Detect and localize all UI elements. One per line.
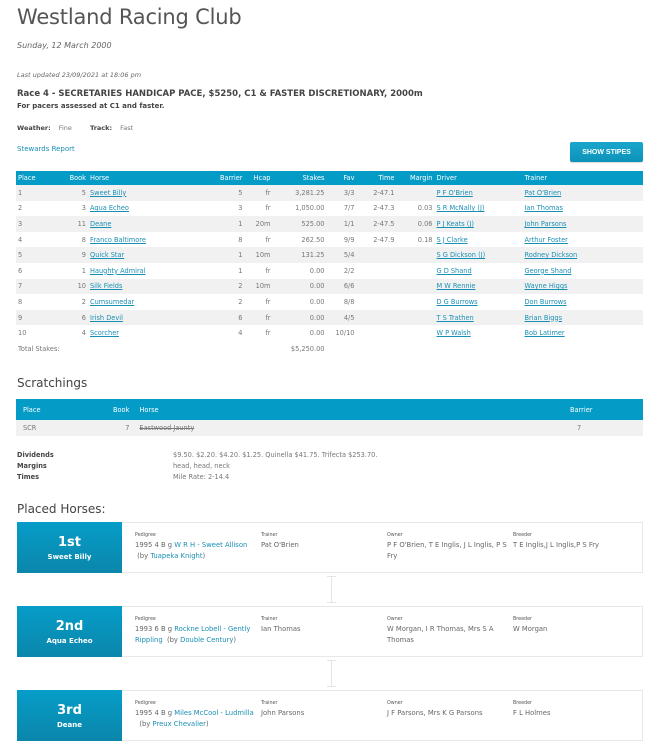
damsire-link[interactable]: Tuapeka Knight	[150, 552, 203, 560]
owner-col	[387, 607, 513, 656]
stewards-report-link[interactable]: Stewards Report	[17, 145, 75, 153]
pedigree-col	[135, 523, 261, 572]
track-label: Track:	[89, 124, 113, 132]
barrier: 8	[238, 235, 243, 244]
margin	[396, 279, 434, 295]
by-text: (by	[162, 636, 181, 644]
hcap: 10m	[244, 279, 272, 295]
pedigree-prefix: 1995 4 B g	[135, 709, 175, 717]
scratching-row	[16, 420, 643, 436]
race-title: Race 4 - SECRETARIES HANDICAP PACE, $5250, C1 & FASTER DISCRETIONARY, 2000m	[17, 89, 423, 99]
barrier: 6	[218, 310, 244, 326]
hcap: fr	[244, 185, 272, 201]
place: 9	[16, 310, 66, 326]
race-conditions	[17, 124, 149, 132]
col-book: Book	[66, 171, 88, 185]
col-barrier: Barrier	[218, 171, 244, 185]
owner-label: Owner	[387, 701, 403, 706]
book: 8	[81, 235, 86, 244]
fav: 1/1	[326, 216, 356, 232]
place-horse-name: Deane	[56, 720, 82, 729]
place: 7	[16, 279, 66, 295]
col-driver: Driver	[434, 171, 522, 185]
place-badge	[17, 522, 122, 573]
pedigree-prefix: 1995 4 B g	[135, 541, 175, 549]
damsire-link[interactable]: Preux Chevalier	[152, 720, 206, 728]
barrier: 1	[238, 266, 243, 275]
fav: 2/2	[343, 266, 355, 275]
by-close: )	[202, 552, 206, 560]
horse-link[interactable]: Franco Baltimore	[90, 235, 146, 244]
pedigree-label: Pedigree	[135, 617, 156, 622]
horse-link[interactable]: Sweet Billy	[90, 188, 127, 197]
stakes: 0.00	[272, 279, 326, 295]
col-horse: Horse	[88, 171, 218, 185]
breeder-value: W Morgan	[513, 625, 548, 633]
horse-link[interactable]: Cumsumedar	[90, 297, 135, 306]
fav: 6/6	[326, 279, 356, 295]
stakes: 262.50	[301, 235, 325, 244]
result-row	[16, 279, 643, 295]
horse-link[interactable]: Aqua Echeo	[90, 204, 129, 213]
fav: 7/7	[343, 204, 355, 213]
by-close: )	[233, 636, 237, 644]
fav: 10/10	[335, 329, 355, 338]
trainer-link[interactable]: John Parsons	[524, 219, 567, 228]
hcap: 10m	[244, 247, 272, 263]
connector-line	[331, 660, 332, 687]
hcap: fr	[244, 310, 272, 326]
breeder-col	[513, 607, 639, 656]
result-row	[16, 201, 643, 217]
pedigree-value	[135, 540, 261, 562]
pedigree-label: Pedigree	[135, 533, 156, 538]
race-date: Sunday, 12 March 2000	[17, 41, 112, 50]
placed-horse-card	[17, 606, 643, 657]
place: 10	[18, 329, 27, 338]
pedigree-label: Pedigree	[135, 701, 156, 706]
book: 9	[66, 247, 88, 263]
place: 2	[18, 204, 23, 213]
fav: 4/5	[326, 310, 356, 326]
col-hcap: Hcap	[244, 171, 272, 185]
driver-link[interactable]: W P Walsh	[436, 329, 471, 338]
dividends-row	[17, 450, 377, 461]
fav: 5/4	[326, 247, 356, 263]
horse-link[interactable]: Irish Devil	[90, 313, 123, 322]
barrier: 2	[238, 297, 243, 306]
trainer-value: Pat O'Brien	[261, 541, 299, 549]
hcap: 20m	[244, 216, 272, 232]
margins-label: Margins	[17, 462, 47, 470]
result-row	[16, 247, 643, 263]
trainer-col	[261, 691, 387, 740]
col-place: Place	[16, 171, 66, 185]
col-stakes: Stakes	[272, 171, 326, 185]
scr-horse: Eastwood Jaunty	[132, 420, 563, 436]
col-time: Time	[356, 171, 396, 185]
scr-col-barrier: Barrier	[563, 399, 643, 420]
owner-label: Owner	[387, 617, 403, 622]
placed-horse-card	[17, 690, 643, 741]
margin	[396, 294, 434, 310]
horse-link[interactable]: Silk Fields	[90, 282, 123, 291]
margins-row	[17, 461, 377, 472]
scr-col-place: Place	[16, 399, 106, 420]
stakes: 1,050.00	[295, 204, 325, 213]
dividends-label: Dividends	[17, 451, 54, 459]
last-updated: Last updated 23/09/2021 at 18:06 pm	[17, 71, 142, 79]
time	[356, 294, 396, 310]
margin: 0.18	[417, 235, 433, 244]
owner-col	[387, 691, 513, 740]
time	[356, 325, 396, 341]
breeder-value: T E Inglis,J L Inglis,P S Fry	[513, 541, 600, 549]
placed-horse-card	[17, 522, 643, 573]
trainer-link[interactable]: Arthur Foster	[524, 235, 568, 244]
scratchings-title: Scratchings	[17, 376, 88, 390]
trainer-link[interactable]: Ian Thomas	[524, 204, 563, 213]
place-horse-name: Sweet Billy	[47, 552, 92, 561]
margin: 0.03	[417, 204, 433, 213]
trainer-link[interactable]: Rodney Dickson	[524, 251, 578, 260]
time: 2-47.3	[373, 204, 395, 213]
scr-col-book: Book	[106, 399, 132, 420]
horse-link[interactable]: Haughty Admiral	[90, 266, 146, 275]
horse-link[interactable]: Scorcher	[90, 329, 119, 338]
place-position: 1st	[58, 534, 81, 550]
margin	[396, 310, 434, 326]
stakes: 0.00	[309, 329, 325, 338]
weather-value: Fine	[58, 124, 72, 132]
page-title: Westland Racing Club	[17, 5, 242, 29]
hcap: fr	[265, 297, 271, 306]
place-horse-name: Aqua Echeo	[46, 636, 93, 645]
margin	[396, 185, 434, 201]
trainer-link[interactable]: Don Burrows	[524, 297, 567, 306]
result-row	[16, 310, 643, 326]
book: 3	[81, 204, 86, 213]
place-position: 2nd	[55, 618, 84, 634]
col-margin: Margin	[396, 171, 434, 185]
by-close: )	[205, 720, 209, 728]
place-position: 3rd	[57, 702, 82, 718]
breeder-label: Breeder	[513, 533, 533, 538]
stakes: 3,281.25	[272, 185, 326, 201]
times-value: Mile Rate: 2-14.4	[173, 473, 230, 481]
owner-value: W Morgan, I R Thomas, Mrs S A Thomas	[387, 625, 494, 644]
barrier: 5	[218, 185, 244, 201]
time: 2-47.9	[373, 235, 395, 244]
barrier: 3	[238, 204, 243, 213]
fav: 9/9	[343, 235, 355, 244]
stakes: 0.00	[309, 266, 325, 275]
pedigree-value	[135, 708, 261, 730]
dividends-value: $9.50. $2.20. $4.20. $1.25. Quinella $41.75. Trifecta $253.70.	[173, 451, 378, 459]
results-table	[16, 171, 643, 357]
by-text: (by	[135, 552, 151, 560]
margin: 0.06	[396, 216, 434, 232]
times-row	[17, 472, 377, 483]
trainer-link[interactable]: Bob Latimer	[524, 329, 565, 338]
sire-dam-link[interactable]: W R H - Sweet Allison	[174, 541, 248, 549]
owner-label: Owner	[387, 533, 403, 538]
place: 4	[18, 235, 23, 244]
breeder-value: F L Holmes	[513, 709, 551, 717]
time	[356, 247, 396, 263]
margins-value: head, head, neck	[173, 462, 230, 470]
total-stakes-label: Total Stakes:	[16, 341, 272, 357]
scr-place: SCR	[16, 420, 106, 436]
result-row	[16, 263, 643, 279]
place: 5	[16, 247, 66, 263]
time	[356, 279, 396, 295]
track-value: Fast	[120, 124, 134, 132]
book: 1	[81, 266, 86, 275]
horse-link[interactable]: Quick Star	[90, 251, 125, 260]
driver-link[interactable]: G D Shand	[436, 266, 472, 275]
margin	[396, 325, 434, 341]
pedigree-value	[135, 624, 261, 646]
margin	[396, 263, 434, 279]
time: 2-47.1	[356, 185, 396, 201]
time	[356, 310, 396, 326]
hcap: fr	[265, 329, 271, 338]
driver-link[interactable]: S J Clarke	[436, 235, 468, 244]
trainer-col	[261, 607, 387, 656]
result-row	[16, 232, 643, 248]
horse-link[interactable]: Deane	[90, 219, 112, 228]
trainer-value: Ian Thomas	[261, 625, 301, 633]
stakes: 525.00	[272, 216, 326, 232]
race-subtitle: For pacers assessed at C1 and faster.	[17, 102, 165, 110]
scr-book: 7	[106, 420, 132, 436]
pedigree-col	[135, 691, 261, 740]
barrier: 1	[218, 216, 244, 232]
trainer-link[interactable]: George Shand	[524, 266, 572, 275]
place-badge	[17, 690, 122, 741]
hcap: fr	[265, 266, 271, 275]
book: 4	[81, 329, 86, 338]
pedigree-prefix: 1993 6 B g	[135, 625, 175, 633]
damsire-link[interactable]: Double Century	[180, 636, 234, 644]
driver-link[interactable]: D G Burrows	[436, 297, 478, 306]
stakes: 0.00	[309, 297, 325, 306]
barrier: 1	[218, 247, 244, 263]
place-badge	[17, 606, 122, 657]
trainer-link[interactable]: Pat O'Brien	[524, 188, 562, 197]
pedigree-col	[135, 607, 261, 656]
driver-link[interactable]: T S Trathen	[436, 313, 474, 322]
result-row	[16, 216, 643, 232]
breeder-col	[513, 523, 639, 572]
breeder-label: Breeder	[513, 701, 533, 706]
col-trainer: Trainer	[522, 171, 643, 185]
stakes: 0.00	[272, 310, 326, 326]
scr-col-horse: Horse	[132, 399, 563, 420]
hcap: fr	[265, 235, 271, 244]
place: 3	[16, 216, 66, 232]
time	[356, 263, 396, 279]
sire-dam-link[interactable]: Rockne Lobell - Gently Rippling	[135, 625, 251, 644]
driver-link[interactable]: P J Keats (J)	[436, 219, 474, 228]
place: 1	[16, 185, 66, 201]
race-summary	[17, 450, 377, 483]
show-stipes-button[interactable]: SHOW STIPES	[570, 142, 643, 162]
hcap: fr	[265, 204, 271, 213]
sire-dam-link[interactable]: Miles McCool - Ludmilla	[174, 709, 254, 717]
scr-barrier: 7	[563, 420, 643, 436]
time: 2-47.5	[356, 216, 396, 232]
fav: 3/3	[326, 185, 356, 201]
trainer-value: John Parsons	[261, 709, 305, 717]
total-stakes-value: $5,250.00	[272, 341, 326, 357]
margin	[396, 247, 434, 263]
total-stakes-row	[16, 341, 643, 357]
results-header-row	[16, 171, 643, 185]
book: 5	[66, 185, 88, 201]
driver-link[interactable]: P F O'Brien	[436, 188, 473, 197]
book: 6	[66, 310, 88, 326]
placed-horses-title: Placed Horses:	[17, 502, 106, 516]
book: 11	[66, 216, 88, 232]
barrier: 2	[218, 279, 244, 295]
trainer-label: Trainer	[261, 617, 278, 622]
result-row	[16, 325, 643, 341]
stakes: 131.25	[272, 247, 326, 263]
driver-link[interactable]: M W Rennie	[436, 282, 476, 291]
scratchings-header-row	[16, 399, 643, 420]
trainer-label: Trainer	[261, 533, 278, 538]
owner-col	[387, 523, 513, 572]
place: 6	[18, 266, 23, 275]
result-row	[16, 185, 643, 201]
book: 2	[81, 297, 86, 306]
by-text: (by	[135, 720, 153, 728]
barrier: 4	[238, 329, 243, 338]
breeder-label: Breeder	[513, 617, 533, 622]
trainer-label: Trainer	[261, 701, 278, 706]
owner-value: J F Parsons, Mrs K G Parsons	[387, 709, 483, 717]
weather-label: Weather:	[17, 124, 51, 132]
scratchings-table	[16, 399, 643, 436]
driver-link[interactable]: S G Dickson (J)	[436, 251, 486, 260]
trainer-link[interactable]: Brian Biggs	[524, 313, 563, 322]
breeder-col	[513, 691, 639, 740]
result-row	[16, 294, 643, 310]
fav: 8/8	[343, 297, 355, 306]
driver-link[interactable]: S R McNally (J)	[436, 204, 485, 213]
book: 10	[66, 279, 88, 295]
place: 8	[18, 297, 23, 306]
col-fav: Fav	[326, 171, 356, 185]
connector-line	[331, 576, 332, 603]
owner-value: P F O'Brien, T E Inglis, J L Inglis, P S Fry	[387, 541, 507, 560]
trainer-col	[261, 523, 387, 572]
trainer-link[interactable]: Wayne Higgs	[524, 282, 568, 291]
times-label: Times	[17, 473, 40, 481]
